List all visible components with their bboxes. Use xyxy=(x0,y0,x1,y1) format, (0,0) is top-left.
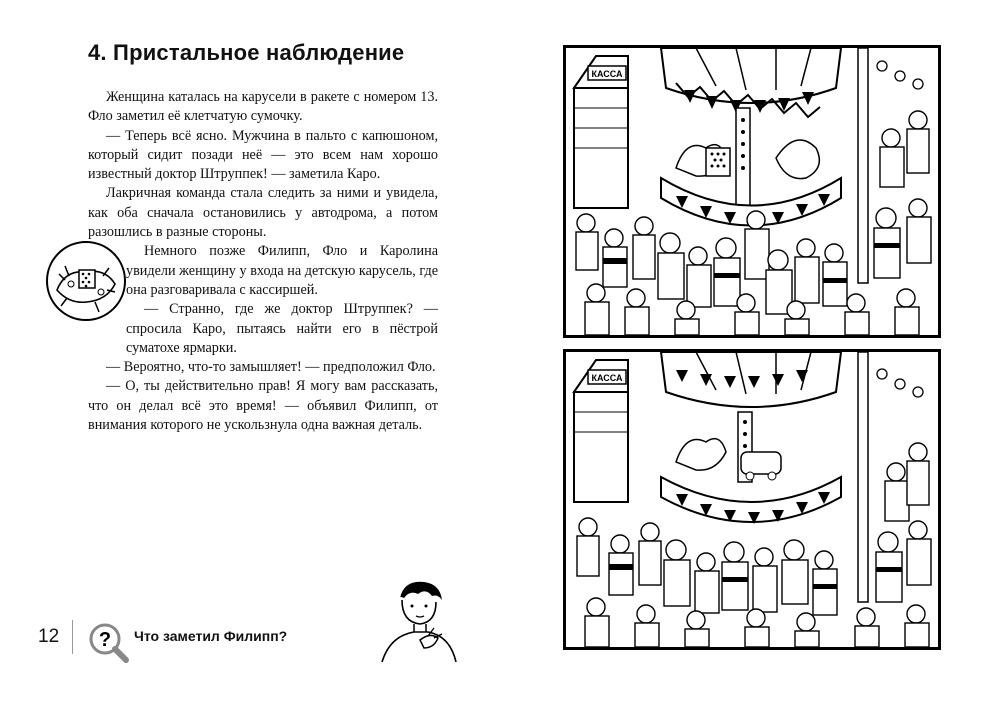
hint-circle-illustration xyxy=(45,240,127,322)
svg-text:?: ? xyxy=(98,629,112,651)
footer-divider xyxy=(72,620,73,654)
paragraph: Немного позже Филипп, Фло и Каролина увидели женщину у входа на детскую карусель, где она разговаривала с кассиршей. xyxy=(126,243,438,298)
body-text xyxy=(88,88,438,435)
page-title: 4. Пристальное наблюдение xyxy=(88,40,405,65)
page-number: 12 xyxy=(38,626,60,647)
question-text: Что заметил Филипп? xyxy=(134,628,288,644)
fair-illustration-top xyxy=(563,45,941,338)
philipp-character-illustration xyxy=(378,578,458,662)
paragraph: Женщина каталась на карусели в ракете с номером 13. Фло заметил её клетчатую сумочку. xyxy=(88,89,438,125)
question-magnifier-icon xyxy=(88,622,130,664)
kiosk-sign: КАССА xyxy=(591,373,623,383)
paragraph: — Теперь всё ясно. Мужчина в пальто с капюшоном, который сидит позади неё — это всем нам хорошо известный доктор Штруппек! — заметила Каро. xyxy=(88,127,438,183)
paragraph: — Вероятно, что-то замышляет! — предположил Фло. xyxy=(106,359,436,376)
paragraph: Лакричная команда стала следить за ними и увидела, как оба сначала остановились у автодрома, а потом разошлись в разные стороны. xyxy=(88,185,438,241)
kiosk-sign: КАССА xyxy=(591,69,623,79)
paragraph: — Странно, где же доктор Штруппек? — спросила Каро, пытаясь найти его в пёстрой суматохе ярмарки. xyxy=(126,301,438,356)
fair-illustration-bottom xyxy=(563,349,941,650)
paragraph: — О, ты действительно прав! Я могу вам рассказать, что он делал всё это время! — объявил Филипп, от внимания которого не ускользнула одна важная деталь. xyxy=(88,378,438,434)
